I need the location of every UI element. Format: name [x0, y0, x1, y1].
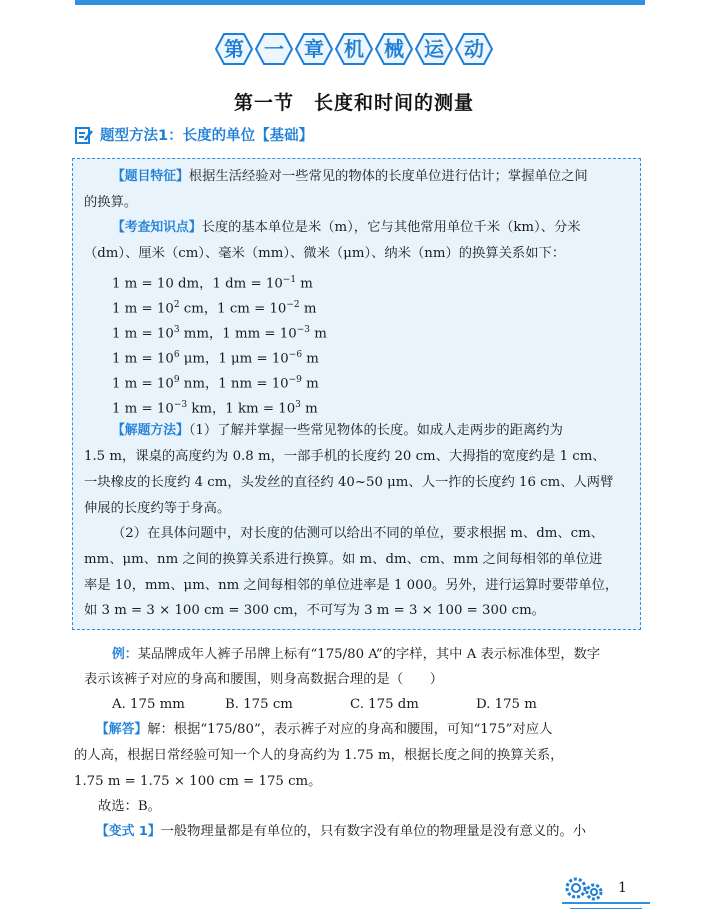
example-line: [112, 645, 600, 665]
feature-tag: 【题目特征】: [112, 169, 189, 184]
question-type-label: 题型方法1：长度的单位【基础】: [100, 128, 314, 144]
method-tag: 【解题方法】: [112, 423, 189, 438]
feature-text: 根据生活经验对一些常见的物体的长度单位进行估计；掌握单位之间: [188, 169, 588, 184]
edit-note-icon: [74, 125, 94, 145]
method-line: [112, 421, 563, 441]
example-line-2: 表示该裤子对应的身高和腰围，则身高数据合理的是（ ）: [84, 672, 444, 687]
chapter-char-badge: [375, 32, 413, 66]
method-line-2: 1.5 m，课桌的高度约为 0.8 m，一部手机的长度约 20 cm、大拇指的宽度约是 1 cm、: [84, 449, 606, 464]
conversion-line: 1 $m = 10^2$ cm，1 cm = $10^{-2}$ m: [112, 300, 317, 317]
feature-line-2: 的换算。: [84, 195, 138, 210]
chapter-char-badge: [415, 32, 453, 66]
chapter-char-badge: [215, 32, 253, 66]
chapter-char-badge: [255, 32, 293, 66]
footer-rule: [562, 902, 650, 904]
knowledge-point-line: [112, 218, 581, 238]
feature-line: [112, 167, 588, 187]
answer-line-3: 1.75 m = 1.75 × 100 cm = 175 cm。: [74, 774, 322, 789]
chapter-char-badge: [335, 32, 373, 66]
knowledge-point-tag: 【考查知识点】: [112, 220, 202, 235]
chapter-char-badge: [455, 32, 493, 66]
conversion-line: 1 $m = 10^3$ mm，1 mm = $10^{-3}$ m: [112, 325, 327, 342]
footer-rule: [570, 908, 642, 909]
answer-text: 解：根据“175/80”，表示裤子对应的身高和腰围，可知“175”对应人: [147, 722, 553, 737]
example-tag: 例：: [112, 647, 138, 662]
chapter-char: 动: [464, 37, 484, 61]
option-a: A. 175 mm: [112, 697, 185, 712]
question-type-heading: [74, 124, 313, 145]
knowledge-point-text: 长度的基本单位是米（m），它与其他常用单位千米（km）、分米: [201, 220, 581, 235]
answer-conclusion: 故选：B。: [98, 799, 161, 814]
chapter-char: 一: [264, 37, 284, 61]
conversion-line: 1 $m = 10^6$ μm，1 $\mu m = 10^{-6}$ m: [112, 350, 319, 367]
chapter-char-badge: [295, 32, 333, 66]
answer-tag: 【解答】: [96, 722, 148, 737]
chapter-char: 运: [424, 37, 444, 61]
method2-line-4: 如 3 m = 3 × 100 cm = 300 cm，不可写为 3 m = 3 × 100 = 300 cm。: [84, 603, 545, 618]
conversion-line: 1 $m = 10^{-3}$ km，1 km = $10^3$ m: [112, 400, 318, 417]
knowledge-point-line-2: （dm）、厘米（cm）、毫米（mm）、微米（μm）、纳米（nm）的换算关系如下：: [84, 246, 566, 261]
chapter-char: 章: [304, 37, 324, 61]
gear-icon: [560, 872, 612, 906]
variant-text: 一般物理量都是有单位的，只有数字没有单位的物理量是没有意义的。小: [160, 824, 587, 839]
option-b: B. 175 cm: [225, 697, 293, 712]
method-line-3: 一块橡皮的长度约 4 cm，头发丝的直径约 40~50 μm、人一拃的长度约 16 cm、人两臂: [84, 475, 614, 490]
conversion-line: 1 m = 10 dm，1 dm = $10^{-1}$ m: [112, 275, 313, 292]
chapter-char: 第: [224, 37, 244, 61]
conversion-line: 1 $m = 10^9$ nm，1 nm = $10^{-9}$ m: [112, 375, 319, 392]
answer-line: [96, 720, 552, 740]
method-text: （1）了解并掌握一些常见物体的长度。如成人走两步的距离约为: [188, 423, 563, 438]
section-title: 第一节 长度和时间的测量: [233, 92, 474, 114]
top-color-bar: [75, 0, 645, 5]
variant-line: [96, 822, 586, 842]
option-d: D. 175 m: [476, 697, 537, 712]
answer-line-2: 的人高，根据日常经验可知一个人的身高约为 1.75 m，根据长度之间的换算关系，: [74, 748, 564, 763]
chapter-title: [0, 32, 708, 72]
option-c: C. 175 dm: [350, 697, 419, 712]
chapter-char: 械: [384, 37, 404, 61]
method-line-4: 伸展的长度约等于身高。: [84, 501, 231, 516]
method2-line-2: mm、μm、nm 之间的换算关系进行换算。如 m、dm、cm、mm 之间每相邻的单位进: [84, 552, 603, 567]
method2-line-3: 率是 10，mm、μm、nm 之间每相邻的单位进率是 1 000。另外，进行运算时要带单位，: [84, 578, 619, 593]
chapter-char: 机: [344, 37, 364, 61]
example-text: 某品牌成年人裤子吊牌上标有“175/80 A”的字样，其中 A 表示标准体型，数字: [137, 647, 601, 662]
page-number: 1: [618, 880, 627, 896]
method2-line-1: （2）在具体问题中，对长度的估测可以给出不同的单位，要求根据 m、dm、cm、: [112, 526, 604, 541]
variant-tag: 【变式 1】: [96, 824, 161, 839]
